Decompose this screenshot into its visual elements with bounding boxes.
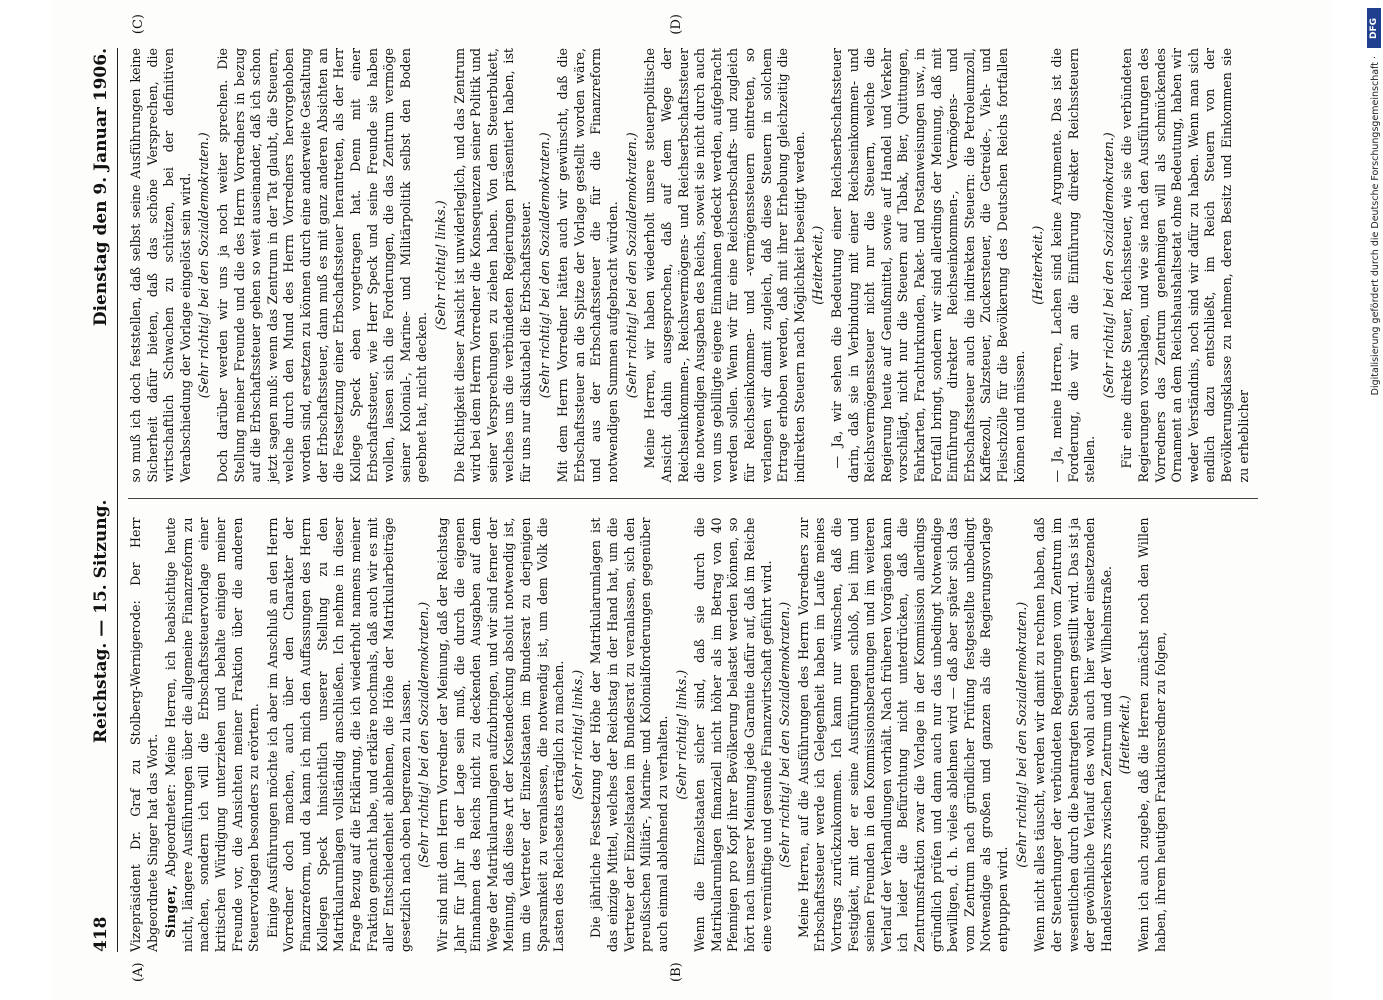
interjection: (Sehr richtig! links.) bbox=[673, 669, 689, 800]
speaker-paragraph bbox=[163, 518, 263, 953]
header-session: Reichstag. — 15. Sitzung. bbox=[91, 499, 111, 744]
interjection: (Sehr richtig! bei den Sozialdemokraten.) bbox=[1100, 132, 1116, 399]
digitization-credit bbox=[1367, 4, 1381, 996]
interjection: (Sehr richtig! bei den Sozialdemokraten.) bbox=[777, 601, 793, 868]
paragraph-text: Abgeordneter: Meine Herren, ich beabsichtige heute nicht, längere Ausführungen über die allgemeine Finanzreform zu machen, sondern ich will die Erbschaftssteuervorlage einer kritischen Würdigung unterziehen und behalte einigen meiner Freunde vor, die Ansichten meiner Fraktion über die anderen Steuervorlagen besonders zu erörtern. bbox=[163, 517, 262, 952]
paragraph: — Ja, wir sehen die Bedeutung einer Reichserbschaftssteuer darin, daß sie in Verbindung mit einer Reichseinkommen- und Reichsvermögenssteuer nicht nur die Steuern, welche die Regierung heute auf Genußmittel, sowie auf Handel und Verkehr vorschlägt, nicht nur die Steuern auf Tabak, Bier, Quittungen, Fahrkarten, Frachturkunden, Paket- und Postanweisungen usw., in Fortfall bringt, sondern wir sind allerdings der Meinung, daß mit Einführung direkter Reichseinkommen-, Vermögens- und Erbschaftssteuer auch die indirekten Steuern: die Petroleumzoll, Kaffeezoll, Salzsteuer, Zuckersteuer, die Getreide-, Vieh- und Fleischzölle für die Bevölkerung des Deutschen Reichs fortfallen können und müssen. bbox=[828, 48, 1027, 483]
interjection: (Sehr richtig! links.) bbox=[432, 200, 448, 331]
paragraph: Wir sind mit dem Herrn Vorredner der Meinung, daß der Reichstag Jahr für Jahr in der Lage sein muß, die durch die eigenen Einnahmen des Reichs nicht zu deckenden Ausgaben auf dem Wege der Matrikularumlagen aufzubringen, und wir sind ferner der Meinung, daß diese Art der Kostendeckung absolut notwendig ist, um die Vertreter der Einzelstaaten im Bundesrat zu derjenigen Sparsamkeit zu veranlassen, die notwendig ist, um dem Volk die Lasten des Reichsetats erträglich zu machen. bbox=[434, 517, 567, 952]
credit-text: Digitalisierung gefördert durch die Deutsche Forschungsgemeinschaft · bbox=[1370, 56, 1381, 396]
interjection: (Sehr richtig! bei den Sozialdemokraten.) bbox=[416, 601, 432, 868]
right-column bbox=[128, 14, 1258, 500]
paragraph: Doch darüber werden wir uns ja noch weiter sprechen. Die Stellung meiner Freunde und die des Herrn Vorredners in bezug auf die Erbschaftssteuer gehen so weit auseinander, daß ich schon jetzt sagen muß: wenn das Zentrum in der Tat glaubt, die Steuern, welche durch den Mund des Herrn Vorredners hervorgehoben worden sind, ersetzen zu können durch eine anderweite Gestaltung der Erbschaftssteuer, dann muß es mit ganz anderen Absichten an die Festsetzung einer Erbschaftssteuer herantreten, als der Herr Kollege Speck eben vorgetragen hat. Denn mit einer Erbschaftssteuer, wie Herr Speck und seine Freunde sie haben wollen, lassen sich die Forderungen, die das Zentrum vermöge seiner Kolonial-, Marine- und Militärpolitik selbst den Boden geebnet hat, nicht decken. bbox=[215, 48, 430, 483]
paragraph: Wenn nicht alles täuscht, werden wir damit zu rechnen haben, daß der Steuerhunger der verbündeten Regierungen vom Zentrum im wesentlichen durch die beantragten Steuern gestillt wird. Das ist ja der gewöhnliche Verlauf des wohl auch hier wieder einsetzenden Handelsverkehrs zwischen Zentrum und der Wilhelmstraße. bbox=[1032, 517, 1114, 952]
rotated-page bbox=[51, 0, 1331, 1000]
interjection: (Heiterkeit.) bbox=[1117, 695, 1133, 775]
interjection: (Sehr richtig! links.) bbox=[569, 669, 585, 800]
margin-letter-a: (A) bbox=[131, 962, 146, 982]
paragraph: Vizepräsident Dr. Graf zu Stolberg-Wernigerode: Der Herr Abgeordnete Singer hat das Wort. bbox=[128, 517, 160, 952]
paragraph: Meine Herren, auf die Ausführungen des Herrn Vorredners zur Erbschaftssteuer werde ich Gelegenheit haben im Laufe meines Vortrags zurückzukommen. Ich kann nur wünschen, daß die Festigkeit, mit der er seine Ausführungen schloß, bei ihm und seinen Freunden in den Kommissionsberatungen und im weiteren Verlauf der Verhandlungen vorhält. Nach früheren Vorgängen kann ich leider die Befürchtung nicht unterdrücken, daß die Zentrumsfraktion zwar die Vorlage in der Kommission allerdings gründlich prüfen und dann auch nur das unbedingt Notwendige bewilligen, d. h. vieles ablehnen wird — daß aber später sich das vom Zentrum nach gründlicher Prüfung festgestellte unbedingt Notwendige als großen und ganzen als die Regierungsvorlage entpuppen wird. bbox=[795, 517, 1011, 952]
dfg-logo: DFG bbox=[1367, 8, 1381, 48]
paragraph: Einige Ausführungen möchte ich aber im Anschluß an den Herrn Vorredner doch machen, auch über den Charakter der Finanzreform, und da kann ich mich den Auffassungen des Herrn Kollegen Speck hinsichtlich unserer Stellung zu den Matrikularumlagen vollständig anschließen. Ich nehme in dieser Frage Bezug auf die Erklärung, die ich wiederholt namens meiner Fraktion gemacht habe, und erkläre nochmals, daß auch wir es mit aller Entschiedenheit ablehnen, die Höhe der Matrikularbeiträge gesetzlich nach oben begrenzen zu lassen. bbox=[264, 517, 413, 952]
interjection: (Heiterkeit.) bbox=[1030, 225, 1046, 305]
paragraph: Mit dem Herrn Vorredner hätten auch wir gewünscht, daß die Erbschaftssteuer an die Spitze der Vorlage gestellt worden wäre, und aus der Erbschaftssteuer die für die Finanzreform notwendigen Summen aufgebracht würden. bbox=[555, 48, 621, 483]
text-columns bbox=[128, 14, 1258, 982]
paragraph: Wenn die Einzelstaaten sicher sind, daß sie durch die Matrikularumlagen finanziell nicht höher als im Betrag von 40 Pfennigen pro Kopf ihrer Bevölkerung belastet werden können, so hört nach unserer Meinung jede Garantie dafür auf, daß im Reiche eine vernünftige und gesunde Finanzwirtschaft geführt wird. bbox=[692, 517, 774, 952]
paragraph: Meine Herren, wir haben wiederholt unsere steuerpolitische Ansicht dahin ausgesprochen, daß auf dem Wege der Reichseinkommen-, Reichsvermögens- und Reichserbschaftssteuer die notwendigen Ausgaben des Reichs, soweit sie nicht durch auch von uns gebilligte eigene Einnahmen gedeckt werden, aufgebracht werden sollen. Wenn wir für eine Reichserbschafts- und zugleich für Reichseinkommen- und -vermögenssteuern eintreten, so verlangen wir damit zugleich, daß diese Steuern in solchem Ertrage erhoben werden, daß mit ihrer Erhebung gleichzeitig die indirekten Steuern nach Möglichkeit beseitigt werden. bbox=[642, 48, 807, 483]
left-column bbox=[128, 517, 1258, 982]
paragraph: Die Richtigkeit dieser Ansicht ist unwiderleglich, und das Zentrum wird bei dem Herrn Vorredner die Konsequenzen seiner Politik und seiner Versprechungen zu ziehen haben. Von dem Steuerbukett, welches uns die verbündeten Regierungen präsentiert haben, ist für uns nur diskutabel die Erbschaftssteuer. bbox=[451, 48, 534, 483]
interjection: (Sehr richtig! bei den Sozialdemokraten.) bbox=[1013, 601, 1029, 868]
paragraph: Für eine direkte Steuer, Reichssteuer, wie sie die verbündeten Regierungen vorschlagen, und wie sie nach den Ausführungen des Vorredners das Zentrum genehmigen will als schmückendes Ornament an dem Reichshaushaltsetat ohne Bedeutung, haben wir weder Verständnis, noch sind wir dafür zu haben. Wenn man sich endlich dazu entschließt, im Reich Steuern von der Bevölkerungsklasse zu nehmen, deren Besitz und Einkommen sie zu erheblicher bbox=[1119, 48, 1251, 483]
margin-letter-c: (C) bbox=[131, 14, 146, 35]
interjection: (Sehr richtig! bei den Sozialdemokraten.) bbox=[196, 132, 212, 399]
header-date: Dienstag den 9. Januar 1906. bbox=[91, 48, 111, 327]
page-number: 418 bbox=[91, 916, 111, 952]
interjection: (Sehr richtig! bei den Sozialdemokraten.) bbox=[623, 132, 639, 399]
interjection: (Heiterkeit.) bbox=[810, 225, 826, 305]
paragraph: so muß ich doch feststellen, daß selbst seine Ausführungen keine Sicherheit dafür bieten, daß das schöne Versprechen, die wirtschaftlich Schwachen zu schützen, bei der definitiven Verabschiedung der Vorlage eingelöst sein wird. bbox=[128, 48, 193, 483]
page-header bbox=[91, 48, 118, 952]
margin-letter-b: (B) bbox=[669, 962, 684, 982]
speaker-name: Singer, bbox=[163, 884, 179, 938]
paragraph: Die jährliche Festsetzung der Höhe der Matrikularumlagen ist das einzige Mittel, welches der Reichstag in der Hand hat, um die Vertreter der Einzelstaaten im Bundesrat zu veranlassen, sich den preußischen Militär-, Marine- und Kolonialforderungen gegenüber auch einmal ablehnend zu verhalten. bbox=[588, 517, 670, 952]
margin-letter-d: (D) bbox=[669, 14, 684, 35]
interjection: (Sehr richtig! bei den Sozialdemokraten.) bbox=[536, 132, 552, 399]
paragraph: Wenn ich auch zugebe, daß die Herren zunächst noch den Willen haben, ihrem heutigen Fraktionsredner zu folgen, bbox=[1135, 517, 1168, 952]
paragraph: — Ja, meine Herren, Lachen sind keine Argumente. Das ist die Forderung, die wir an die Einführung direkter Reichssteuern stellen. bbox=[1048, 48, 1098, 483]
